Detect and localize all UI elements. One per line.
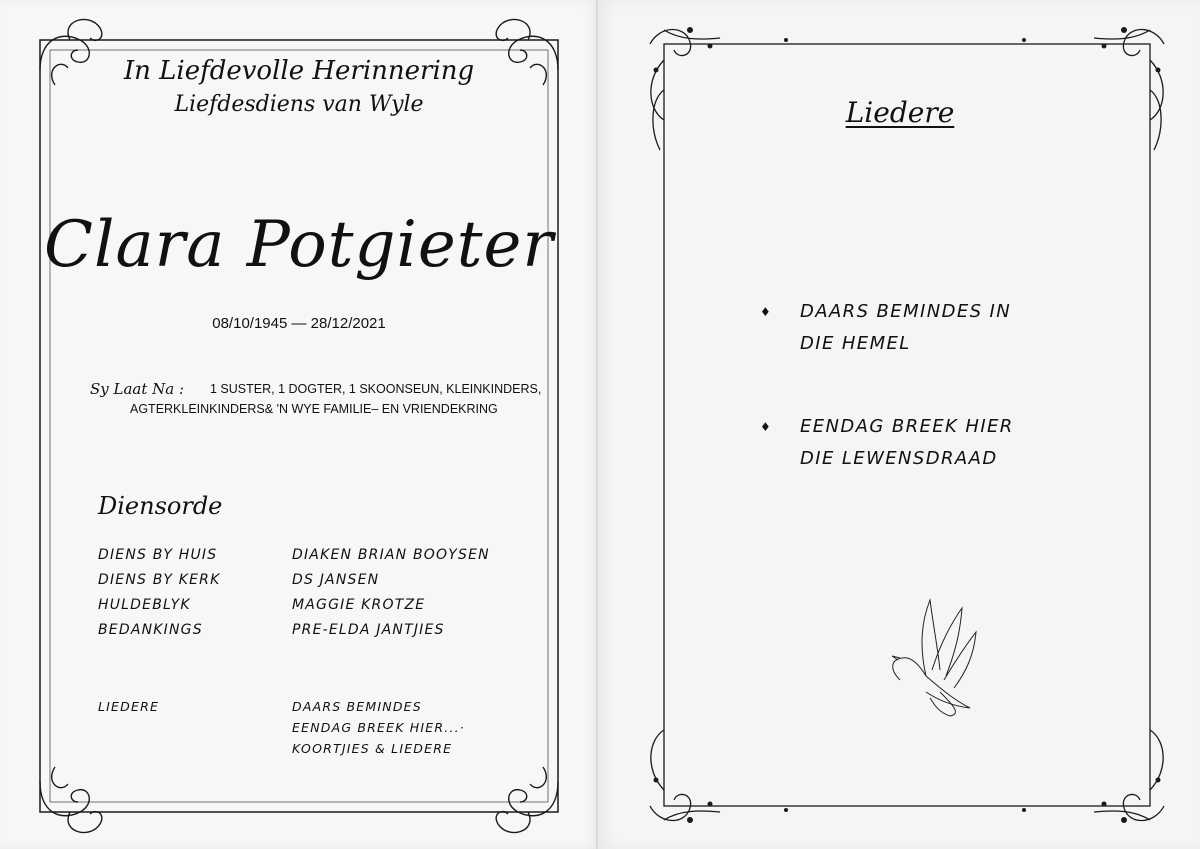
song-title-line-2: DIE HEMEL [800, 333, 911, 354]
service-person: MAGGIE KROTZE [292, 597, 426, 613]
life-dates: 08/10/1945 — 28/12/2021 [212, 315, 386, 332]
survived-by-line-1: 1 SUSTER, 1 DOGTER, 1 SKOONSEUN, KLEINKINDERS, [210, 382, 542, 396]
bullet-icon: ♦ [760, 305, 773, 319]
service-item: DIENS BY KERK [98, 572, 221, 588]
service-person: PRE-ELDA JANTJIES [292, 622, 445, 638]
service-subheading: Liefdesdiens van Wyle [174, 92, 424, 117]
service-item: HULDEBLYK [98, 597, 191, 613]
service-row [98, 622, 518, 647]
bullet-icon: ♦ [760, 420, 773, 434]
service-row [98, 572, 518, 597]
order-of-service-heading: Diensorde [98, 492, 223, 520]
songs-heading: Liedere [845, 96, 955, 129]
service-row [98, 597, 518, 622]
dove-icon [892, 600, 976, 716]
song-item: DAARS BEMINDES [292, 699, 422, 714]
left-page [0, 0, 598, 849]
song-title-line-2: DIE LEWENSDRAAD [800, 448, 998, 469]
service-item: BEDANKINGS [98, 622, 203, 638]
service-item: DIENS BY HUIS [98, 547, 218, 563]
order-of-service-list [98, 547, 518, 647]
service-row [98, 547, 518, 572]
song-item: KOORTJIES & LIEDERE [292, 741, 453, 756]
songs-list [292, 699, 465, 762]
songs-label: LIEDERE [98, 699, 160, 714]
survived-by-label: Sy Laat Na : [90, 380, 185, 398]
memorial-heading: In Liefdevolle Herinnering [123, 56, 475, 86]
song-title-line-1: EENDAG BREEK HIER [800, 416, 1014, 437]
song-title-line-1: DAARS BEMINDES IN [800, 301, 1012, 322]
deceased-name: Clara Potgieter [44, 208, 554, 282]
right-page [600, 0, 1200, 849]
song-item: EENDAG BREEK HIER...· [292, 720, 465, 735]
service-person: DIAKEN BRIAN BOOYSEN [292, 547, 490, 563]
service-person: DS JANSEN [292, 572, 380, 588]
survived-by-line-2: AGTERKLEINKINDERS& 'N WYE FAMILIE– EN VRIENDEKRING [130, 402, 498, 416]
